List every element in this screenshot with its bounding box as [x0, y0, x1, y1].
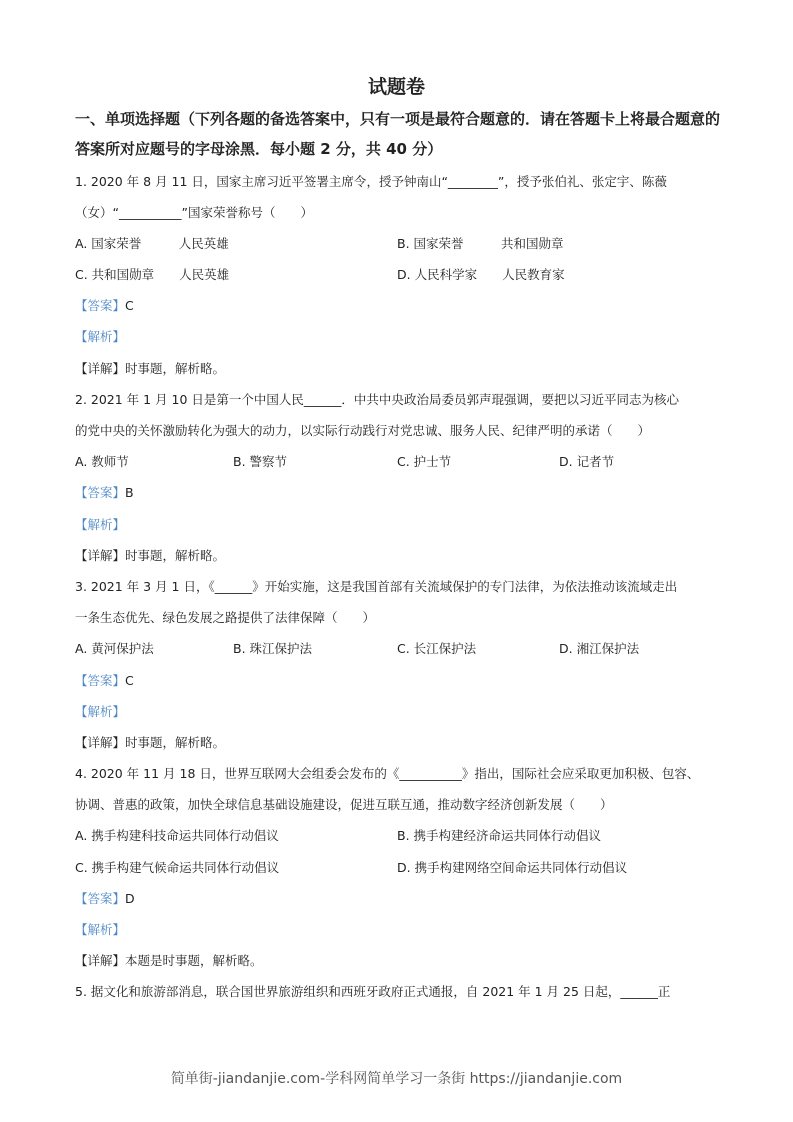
option-b: B. 国家荣誉 共和国勋章	[397, 235, 564, 251]
option-b: B. 携手构建经济命运共同体行动倡议	[397, 828, 602, 844]
option-c: C. 长江保护法	[397, 641, 477, 657]
option-b: B. 珠江保护法	[233, 641, 313, 657]
answer-label: 【答案】	[75, 298, 126, 314]
answer-value: B	[125, 485, 134, 501]
question-stem: 的党中央的关怀激励转化为强大的动力，以实际行动践行对党忠诚、服务人民、纪律严明的承诺（ ）	[75, 423, 651, 438]
detail-label: 【详解】	[75, 953, 126, 969]
page-title: 试题卷	[367, 76, 425, 98]
question-4	[75, 758, 725, 976]
question-stem: 3. 2021 年 3 月 1 日，《______》开始实施，这是我国首部有关流域保护的专门法律，为依法推动该流域走出	[75, 578, 678, 594]
option-d: D. 湘江保护法	[559, 641, 640, 657]
answer-line	[75, 290, 725, 321]
question-stem: 2. 2021 年 1 月 10 日是第一个中国人民______．中共中央政治局委员郭声琨强调，要把以习近平同志为核心	[75, 391, 679, 407]
answer-value: D	[125, 890, 135, 906]
option-b: B. 警察节	[233, 454, 288, 470]
question-stem: （女）“__________”国家荣誉称号（ ）	[75, 204, 313, 220]
option-d: D. 人民科学家 人民教育家	[397, 267, 565, 283]
detail-text: 时事题，解析略。	[125, 360, 226, 376]
detail-label: 【详解】	[75, 547, 126, 563]
question-1	[75, 166, 725, 384]
option-a: A. 国家荣誉 人民英雄	[75, 235, 229, 251]
detail-text: 时事题，解析略。	[125, 734, 226, 750]
question-stem: 1. 2020 年 8 月 11 日，国家主席习近平签署主席令，授予钟南山“________”，授予张伯礼、张定宇、陈薇	[75, 173, 667, 189]
option-a: A. 教师节	[75, 454, 129, 470]
detail-text: 本题是时事题，解析略。	[125, 953, 263, 969]
question-stem: 4. 2020 年 11 月 18 日，世界互联网大会组委会发布的《__________》指出，国际社会应采取更加积极、包容、	[75, 766, 700, 782]
analysis-label: 【解析】	[75, 329, 126, 345]
question-2	[75, 384, 725, 571]
answer-value: C	[125, 672, 134, 688]
detail-text: 时事题，解析略。	[125, 547, 226, 563]
question-stem: 协调、普惠的政策，加快全球信息基础设施建设，促进互联互通，推动数字经济创新发展（ ）	[75, 797, 613, 813]
answer-label: 【答案】	[75, 672, 126, 688]
analysis-label: 【解析】	[75, 703, 126, 719]
option-a: A. 黄河保护法	[75, 641, 154, 657]
option-d: D. 携手构建网络空间命运共同体行动倡议	[397, 859, 628, 875]
option-a: A. 携手构建科技命运共同体行动倡议	[75, 828, 279, 844]
analysis-label: 【解析】	[75, 516, 126, 532]
option-d: D. 记者节	[559, 454, 615, 470]
answer-label: 【答案】	[75, 485, 126, 501]
option-c: C. 携手构建气候命运共同体行动倡议	[75, 859, 280, 875]
detail-label: 【详解】	[75, 734, 126, 750]
answer-label: 【答案】	[75, 890, 126, 906]
section-heading: 一、单项选择题（下列各题的备选答案中，只有一项是最符合题意的．请在答题卡上将最合题意的答案所对应题号的字母涂黑．每小题 2 分，共 40 分）	[75, 110, 721, 158]
option-c: C. 护士节	[397, 454, 452, 470]
question-3	[75, 571, 725, 758]
option-c: C. 共和国勋章 人民英雄	[75, 267, 230, 283]
question-5-stem: 5. 据文化和旅游部消息，联合国世界旅游组织和西班牙政府正式通报，自 2021 年 1 月 25 日起，______正	[75, 984, 671, 1000]
answer-value: C	[125, 298, 134, 314]
footer-watermark: 简单街-jiandanjie.com-学科网简单学习一条街 https://jiandanjie.com	[170, 1071, 623, 1087]
detail-label: 【详解】	[75, 360, 126, 376]
questions	[75, 166, 725, 1008]
analysis-label: 【解析】	[75, 922, 126, 937]
question-stem: 一条生态优先、绿色发展之路提供了法律保障（ ）	[75, 610, 376, 626]
